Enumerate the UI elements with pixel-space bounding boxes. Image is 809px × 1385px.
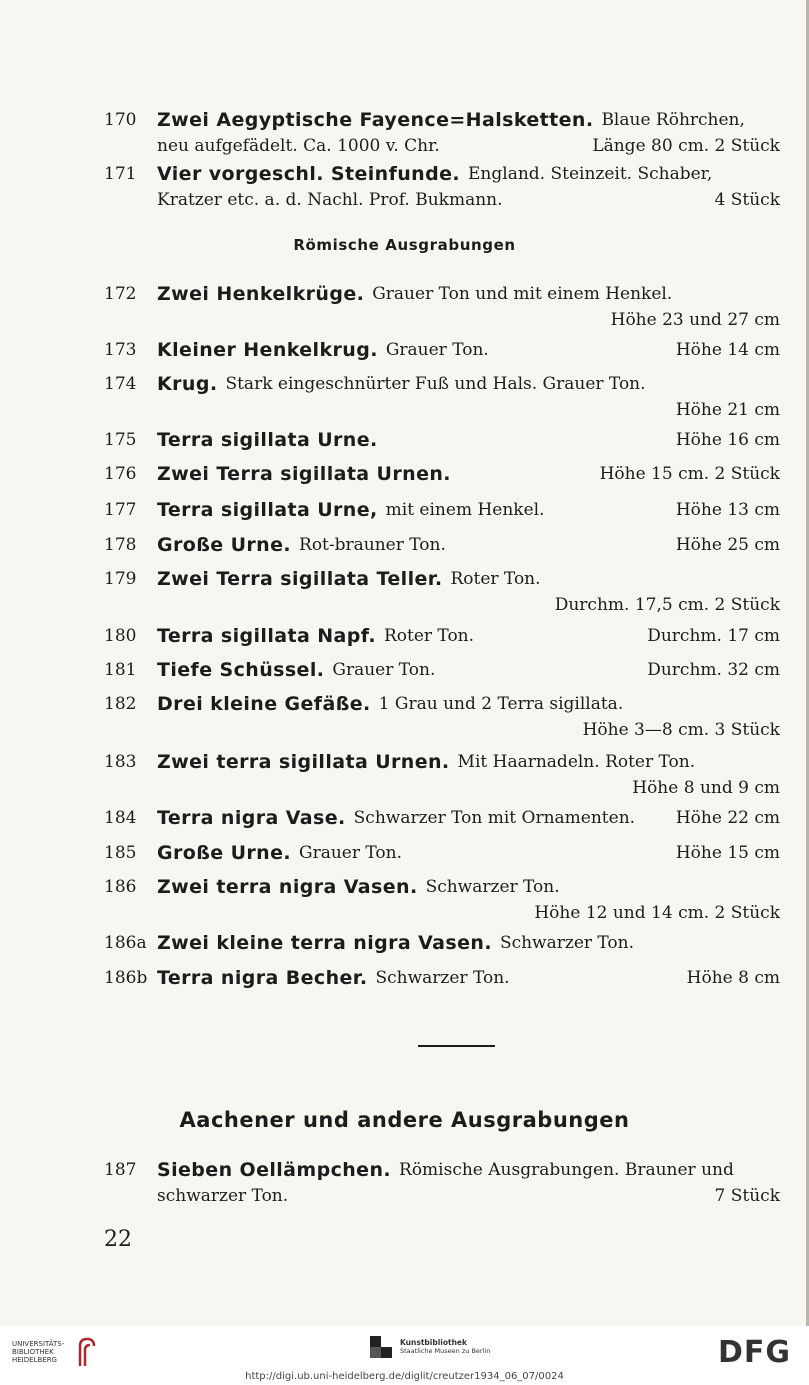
entry-title: Tiefe Schüssel. [157,659,325,681]
entry-title: Zwei kleine terra nigra Vasen. [157,932,492,954]
entry-181: 181 Tiefe Schüssel. Grauer Ton. Durchm. 32 cm [104,659,780,681]
entry-176: 176 Zwei Terra sigillata Urnen. Höhe 15 cm. 2 Stück [104,463,780,485]
entry-179: 179 Zwei Terra sigillata Teller. Roter Ton. Durchm. 17,5 cm. 2 Stück [104,568,780,615]
entry-title: Sieben Oellämpchen. [157,1159,392,1181]
entry-184: 184 Terra nigra Vase. Schwarzer Ton mit Ornamenten. Höhe 22 cm [104,807,780,829]
entry-177: 177 Terra sigillata Urne, mit einem Henkel. Höhe 13 cm [104,499,780,521]
entry-171: 171 Vier vorgeschl. Steinfunde. England. Steinzeit. Schaber, Kratzer etc. a. d. Nachl. Prof. Bukmann. 4 Stück [104,163,780,210]
entry-title: Terra nigra Becher. [157,967,368,989]
entry-180: 180 Terra sigillata Napf. Roter Ton. Durchm. 17 cm [104,625,780,647]
entry-title: Zwei terra sigillata Urnen. [157,751,450,773]
entry-185: 185 Große Urne. Grauer Ton. Höhe 15 cm [104,842,780,864]
entry-174: 174 Krug. Stark eingeschnürter Fuß und Hals. Grauer Ton. Höhe 21 cm [104,373,780,420]
entry-title: Zwei Terra sigillata Teller. [157,568,443,590]
section-heading-aachen: Aachener und andere Ausgrabungen [179,1108,630,1132]
kunstbibliothek-mark-icon [370,1336,392,1358]
kunstbibliothek-logo[interactable]: Kunstbibliothek Staatliche Museen zu Berlin [370,1336,490,1358]
entry-178: 178 Große Urne. Rot-brauner Ton. Höhe 25 cm [104,534,780,556]
entry-172: 172 Zwei Henkelkrüge. Grauer Ton und mit einem Henkel. Höhe 23 und 27 cm [104,283,780,330]
university-logo[interactable]: UNIVERSITÄTS- BIBLIOTHEK HEIDELBERG [12,1336,98,1368]
entry-title: Terra sigillata Napf. [157,625,376,647]
entry-170: 170 Zwei Aegyptische Fayence=Halsketten. Blaue Röhrchen, neu aufgefädelt. Ca. 1000 v. Chr. Länge 80 cm. 2 Stück [104,109,780,156]
entry-title: Krug. [157,373,218,395]
page-number: 22 [104,1227,132,1252]
entry-186b: 186b Terra nigra Becher. Schwarzer Ton. Höhe 8 cm [104,967,780,989]
entry-title: Drei kleine Gefäße. [157,693,371,715]
page-url[interactable]: http://digi.ub.uni-heidelberg.de/diglit/creutzer1934_06_07/0024 [245,1371,564,1382]
entry-title: Zwei terra nigra Vasen. [157,876,418,898]
entry-title: Große Urne. [157,842,292,864]
dfg-logo[interactable]: DFG [718,1335,792,1370]
entry-title: Zwei Aegyptische Fayence=Halsketten. [157,109,594,131]
entry-title: Große Urne. [157,534,292,556]
entry-186a: 186a Zwei kleine terra nigra Vasen. Schwarzer Ton. [104,932,635,954]
entry-183: 183 Zwei terra sigillata Urnen. Mit Haarnadeln. Roter Ton. Höhe 8 und 9 cm [104,751,780,798]
entry-186: 186 Zwei terra nigra Vasen. Schwarzer Ton. Höhe 12 und 14 cm. 2 Stück [104,876,780,923]
entry-title: Zwei Henkelkrüge. [157,283,365,305]
entry-187: 187 Sieben Oellämpchen. Römische Ausgrabungen. Brauner und schwarzer Ton. 7 Stück [104,1159,780,1206]
footer-bar [0,1326,809,1385]
entry-title: Terra nigra Vase. [157,807,346,829]
entry-title: Kleiner Henkelkrug. [157,339,378,361]
section-divider [418,1045,495,1047]
entry-182: 182 Drei kleine Gefäße. 1 Grau und 2 Terra sigillata. Höhe 3—8 cm. 3 Stück [104,693,780,740]
entry-title: Zwei Terra sigillata Urnen. [157,463,451,485]
entry-title: Terra sigillata Urne. [157,429,378,451]
entry-title: Vier vorgeschl. Steinfunde. [157,163,461,185]
entry-175: 175 Terra sigillata Urne. Höhe 16 cm [104,429,780,451]
entry-title: Terra sigillata Urne, [157,499,378,521]
university-seal-icon [76,1336,98,1368]
entry-173: 173 Kleiner Henkelkrug. Grauer Ton. Höhe 14 cm [104,339,780,361]
section-heading-roman: Römische Ausgrabungen [293,236,516,254]
